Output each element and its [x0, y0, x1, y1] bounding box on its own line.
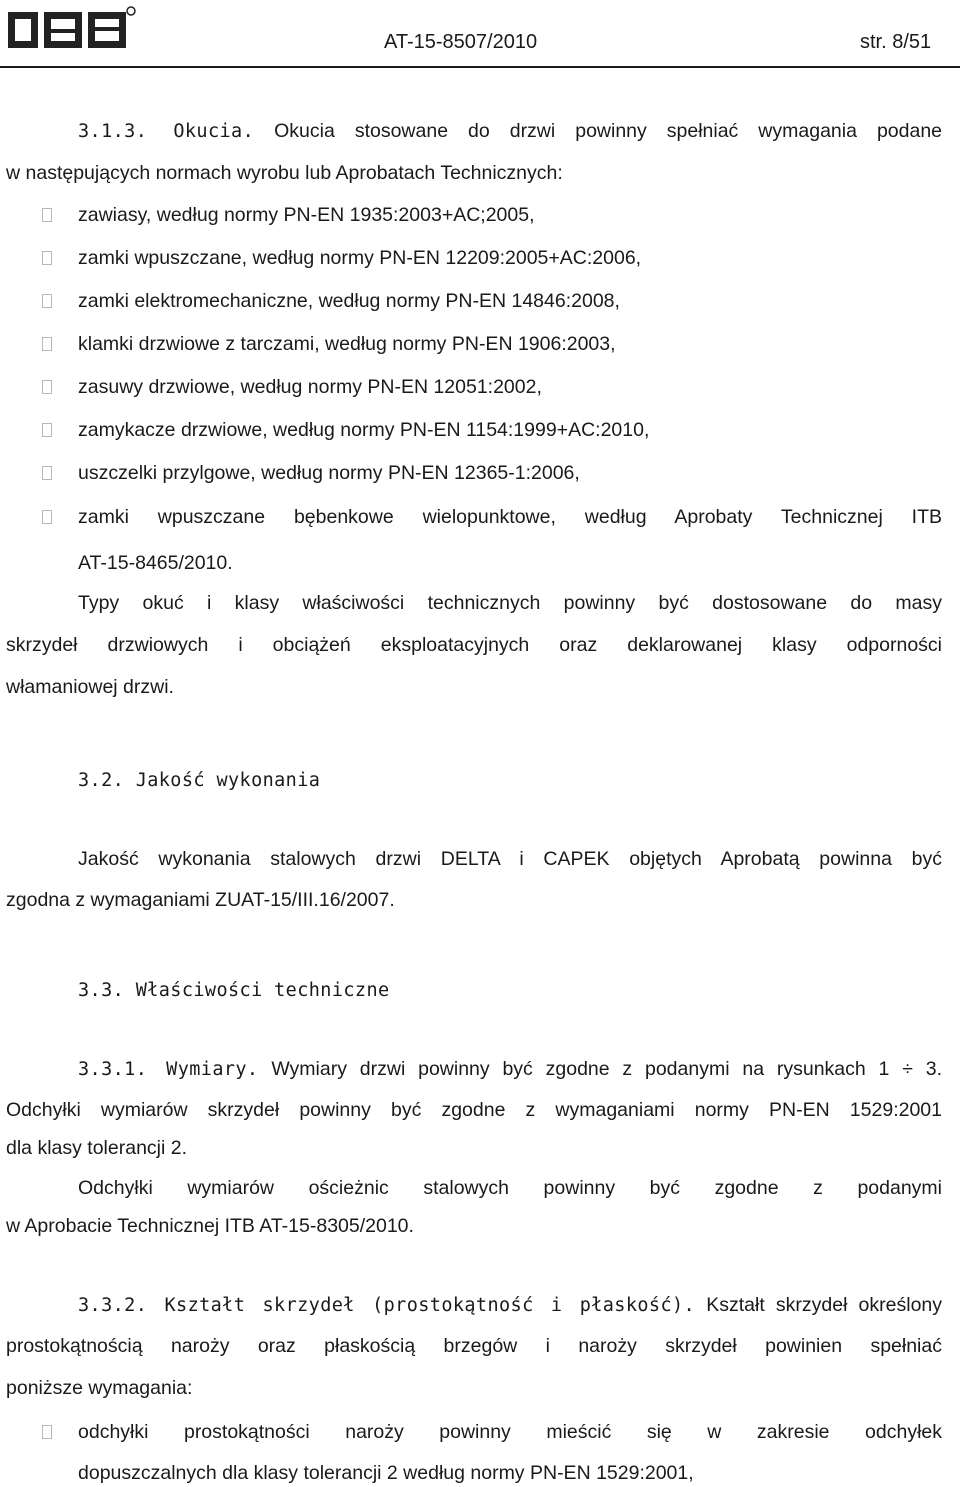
- bullet-icon: [42, 1425, 52, 1439]
- paragraph-line: Odchyłki wymiarów ościeżnic stalowych powinny być zgodne z podanymi: [78, 1177, 942, 1199]
- list-item: zamki wpuszczane, według normy PN-EN 12209:2005+AC:2006,: [78, 247, 642, 269]
- paragraph-line: dla klasy tolerancji 2.: [6, 1137, 188, 1159]
- paragraph-line: poniższe wymagania:: [6, 1377, 193, 1399]
- bullet-icon: [42, 423, 52, 437]
- paragraph-line: Odchyłki wymiarów skrzydeł powinny być zgodne z wymaganiami normy PN-EN 1529:2001: [6, 1099, 942, 1121]
- section-332-line-1: [78, 1292, 942, 1319]
- paragraph-line: Jakość wykonania stalowych drzwi DELTA i CAPEK objętych Aprobatą powinna być: [78, 848, 942, 870]
- section-313-line-2: w następujących normach wyrobu lub Aprobatach Technicznych:: [6, 162, 563, 184]
- list-item-continuation: AT-15-8465/2010.: [78, 552, 233, 574]
- section-heading: 3.2. Jakość wykonania: [78, 770, 321, 791]
- section-heading: 3.3. Właściwości techniczne: [78, 980, 390, 1001]
- list-item: odchyłki prostokątności naroży powinny mieścić się w zakresie odchyłek: [78, 1421, 942, 1443]
- paragraph-line: w Aprobacie Technicznej ITB AT-15-8305/2010.: [6, 1215, 414, 1237]
- section-331-intro: Wymiary drzwi powinny być zgodne z podanymi na rysunkach 1 ÷ 3.: [271, 1058, 942, 1080]
- bullet-icon: [42, 337, 52, 351]
- itb-logo: [6, 4, 136, 50]
- paragraph-line: włamaniowej drzwi.: [6, 676, 174, 698]
- section-313-line-1: [78, 118, 942, 145]
- bullet-icon: [42, 251, 52, 265]
- header-divider: [0, 66, 960, 68]
- list-item: zamykacze drzwiowe, według normy PN-EN 1154:1999+AC:2010,: [78, 419, 650, 441]
- list-item-continuation: dopuszczalnych dla klasy tolerancji 2 według normy PN-EN 1529:2001,: [78, 1462, 694, 1484]
- paragraph-line: zgodna z wymaganiami ZUAT-15/III.16/2007.: [6, 889, 395, 911]
- bullet-icon: [42, 294, 52, 308]
- section-332-intro: Kształt skrzydeł określony: [706, 1294, 943, 1316]
- paragraph-line: Typy okuć i klasy właściwości technicznych powinny być dostosowane do masy: [78, 592, 942, 614]
- bullet-icon: [42, 208, 52, 222]
- list-item: zamki elektromechaniczne, według normy PN-EN 14846:2008,: [78, 290, 620, 312]
- list-item: klamki drzwiowe z tarczami, według normy PN-EN 1906:2003,: [78, 333, 616, 355]
- section-331-heading: 3.3.1. Wymiary.: [78, 1059, 259, 1080]
- paragraph-line: prostokątnością naroży oraz płaskością brzegów i naroży skrzydeł powinien spełniać: [6, 1335, 942, 1357]
- list-item: zawiasy, według normy PN-EN 1935:2003+AC;2005,: [78, 204, 535, 226]
- section-331-line-1: [78, 1056, 942, 1083]
- section-313-heading: 3.1.3. Okucia.: [78, 121, 255, 142]
- bullet-icon: [42, 466, 52, 480]
- paragraph-line: skrzydeł drzwiowych i obciążeń eksploatacyjnych oraz deklarowanej klasy odporności: [6, 634, 942, 656]
- section-332-heading: 3.3.2. Kształt skrzydeł (prostokątność i płaskość).: [78, 1295, 696, 1316]
- list-item: zasuwy drzwiowe, według normy PN-EN 12051:2002,: [78, 376, 542, 398]
- page-number: str. 8/51: [860, 31, 932, 53]
- list-item: uszczelki przylgowe, według normy PN-EN 12365-1:2006,: [78, 462, 580, 484]
- document-number: AT-15-8507/2010: [384, 31, 538, 53]
- list-item: zamki wpuszczane bębenkowe wielopunktowe, według Aprobaty Technicznej ITB: [78, 506, 942, 528]
- section-313-intro: Okucia stosowane do drzwi powinny spełniać wymagania podane: [274, 120, 943, 142]
- bullet-icon: [42, 510, 52, 524]
- bullet-icon: [42, 380, 52, 394]
